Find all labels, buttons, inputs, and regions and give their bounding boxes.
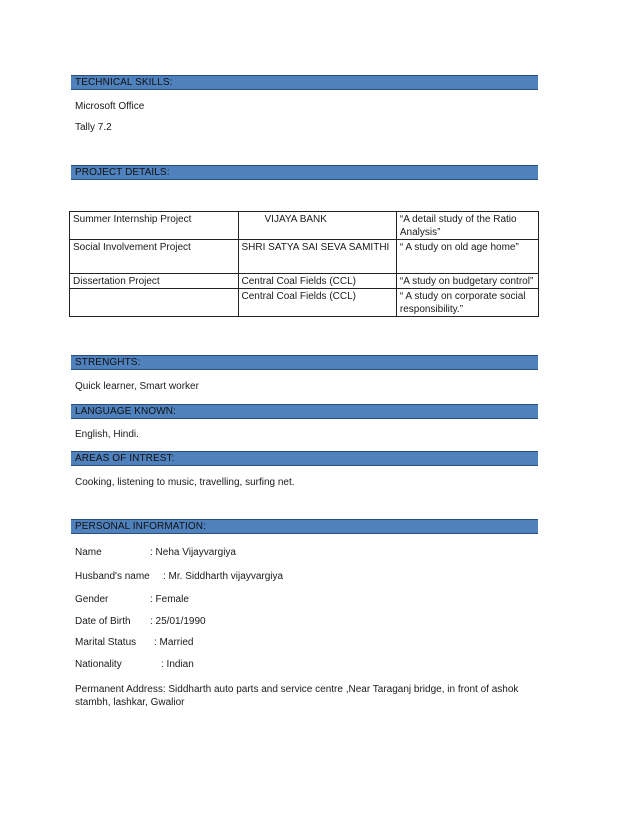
table-cell: VIJAYA BANK [238,212,396,240]
table-cell: “A detail study of the Ratio Analysis” [396,212,538,240]
table-cell: Central Coal Fields (CCL) [238,274,396,289]
nationality-row [75,659,194,670]
gender-row [75,594,189,605]
husband-row [75,571,283,582]
personal-info-heading: PERSONAL INFORMATION: [71,519,538,534]
language-heading: LANGUAGE KNOWN: [71,404,538,419]
table-cell: “ A study on old age home” [396,240,538,274]
interest-heading: AREAS OF INTREST: [71,451,538,466]
strengths-text: Quick learner, Smart worker [75,381,199,392]
project-details-heading: PROJECT DETAILS: [71,165,538,180]
name-label: Name [75,547,102,558]
skill-item: Microsoft Office [75,101,145,112]
marital-row [75,637,193,648]
nationality-label: Nationality [75,659,122,670]
dob-value: : 25/01/1990 [150,616,206,627]
strengths-heading: STRENGHTS: [71,355,538,370]
table-cell: Central Coal Fields (CCL) [238,289,396,317]
table-row [70,240,539,274]
dob-label: Date of Birth [75,616,131,627]
language-text: English, Hindi. [75,429,139,440]
dob-row [75,616,206,627]
table-cell: “ A study on corporate social responsibility.” [396,289,538,317]
interest-text: Cooking, listening to music, travelling, surfing net. [75,477,295,488]
husband-value: : Mr. Siddharth vijayvargiya [163,571,284,582]
gender-value: : Female [150,594,189,605]
address-line: Permanent Address: Siddharth auto parts and service centre ,Near Taraganj bridge, in front of ashok [75,684,519,695]
table-cell: Summer Internship Project [70,212,239,240]
table-cell: Social Involvement Project [70,240,239,274]
husband-label: Husband's name [75,571,150,582]
table-cell: “A study on budgetary control” [396,274,538,289]
table-cell [70,289,239,317]
table-cell: SHRI SATYA SAI SEVA SAMITHI [238,240,396,274]
table-row [70,212,539,240]
name-row [75,547,236,558]
table-cell: Dissertation Project [70,274,239,289]
marital-label: Marital Status [75,637,137,648]
table-row [70,274,539,289]
address-line: stambh, lashkar, Gwalior [75,697,185,708]
gender-label: Gender [75,594,109,605]
marital-value: : Married [154,637,194,648]
project-table [69,211,539,317]
skill-item: Tally 7.2 [75,122,112,133]
name-value: : Neha Vijayvargiya [150,547,236,558]
technical-skills-heading: TECHNICAL SKILLS: [71,75,538,90]
nationality-value: : Indian [161,659,194,670]
table-row [70,289,539,317]
